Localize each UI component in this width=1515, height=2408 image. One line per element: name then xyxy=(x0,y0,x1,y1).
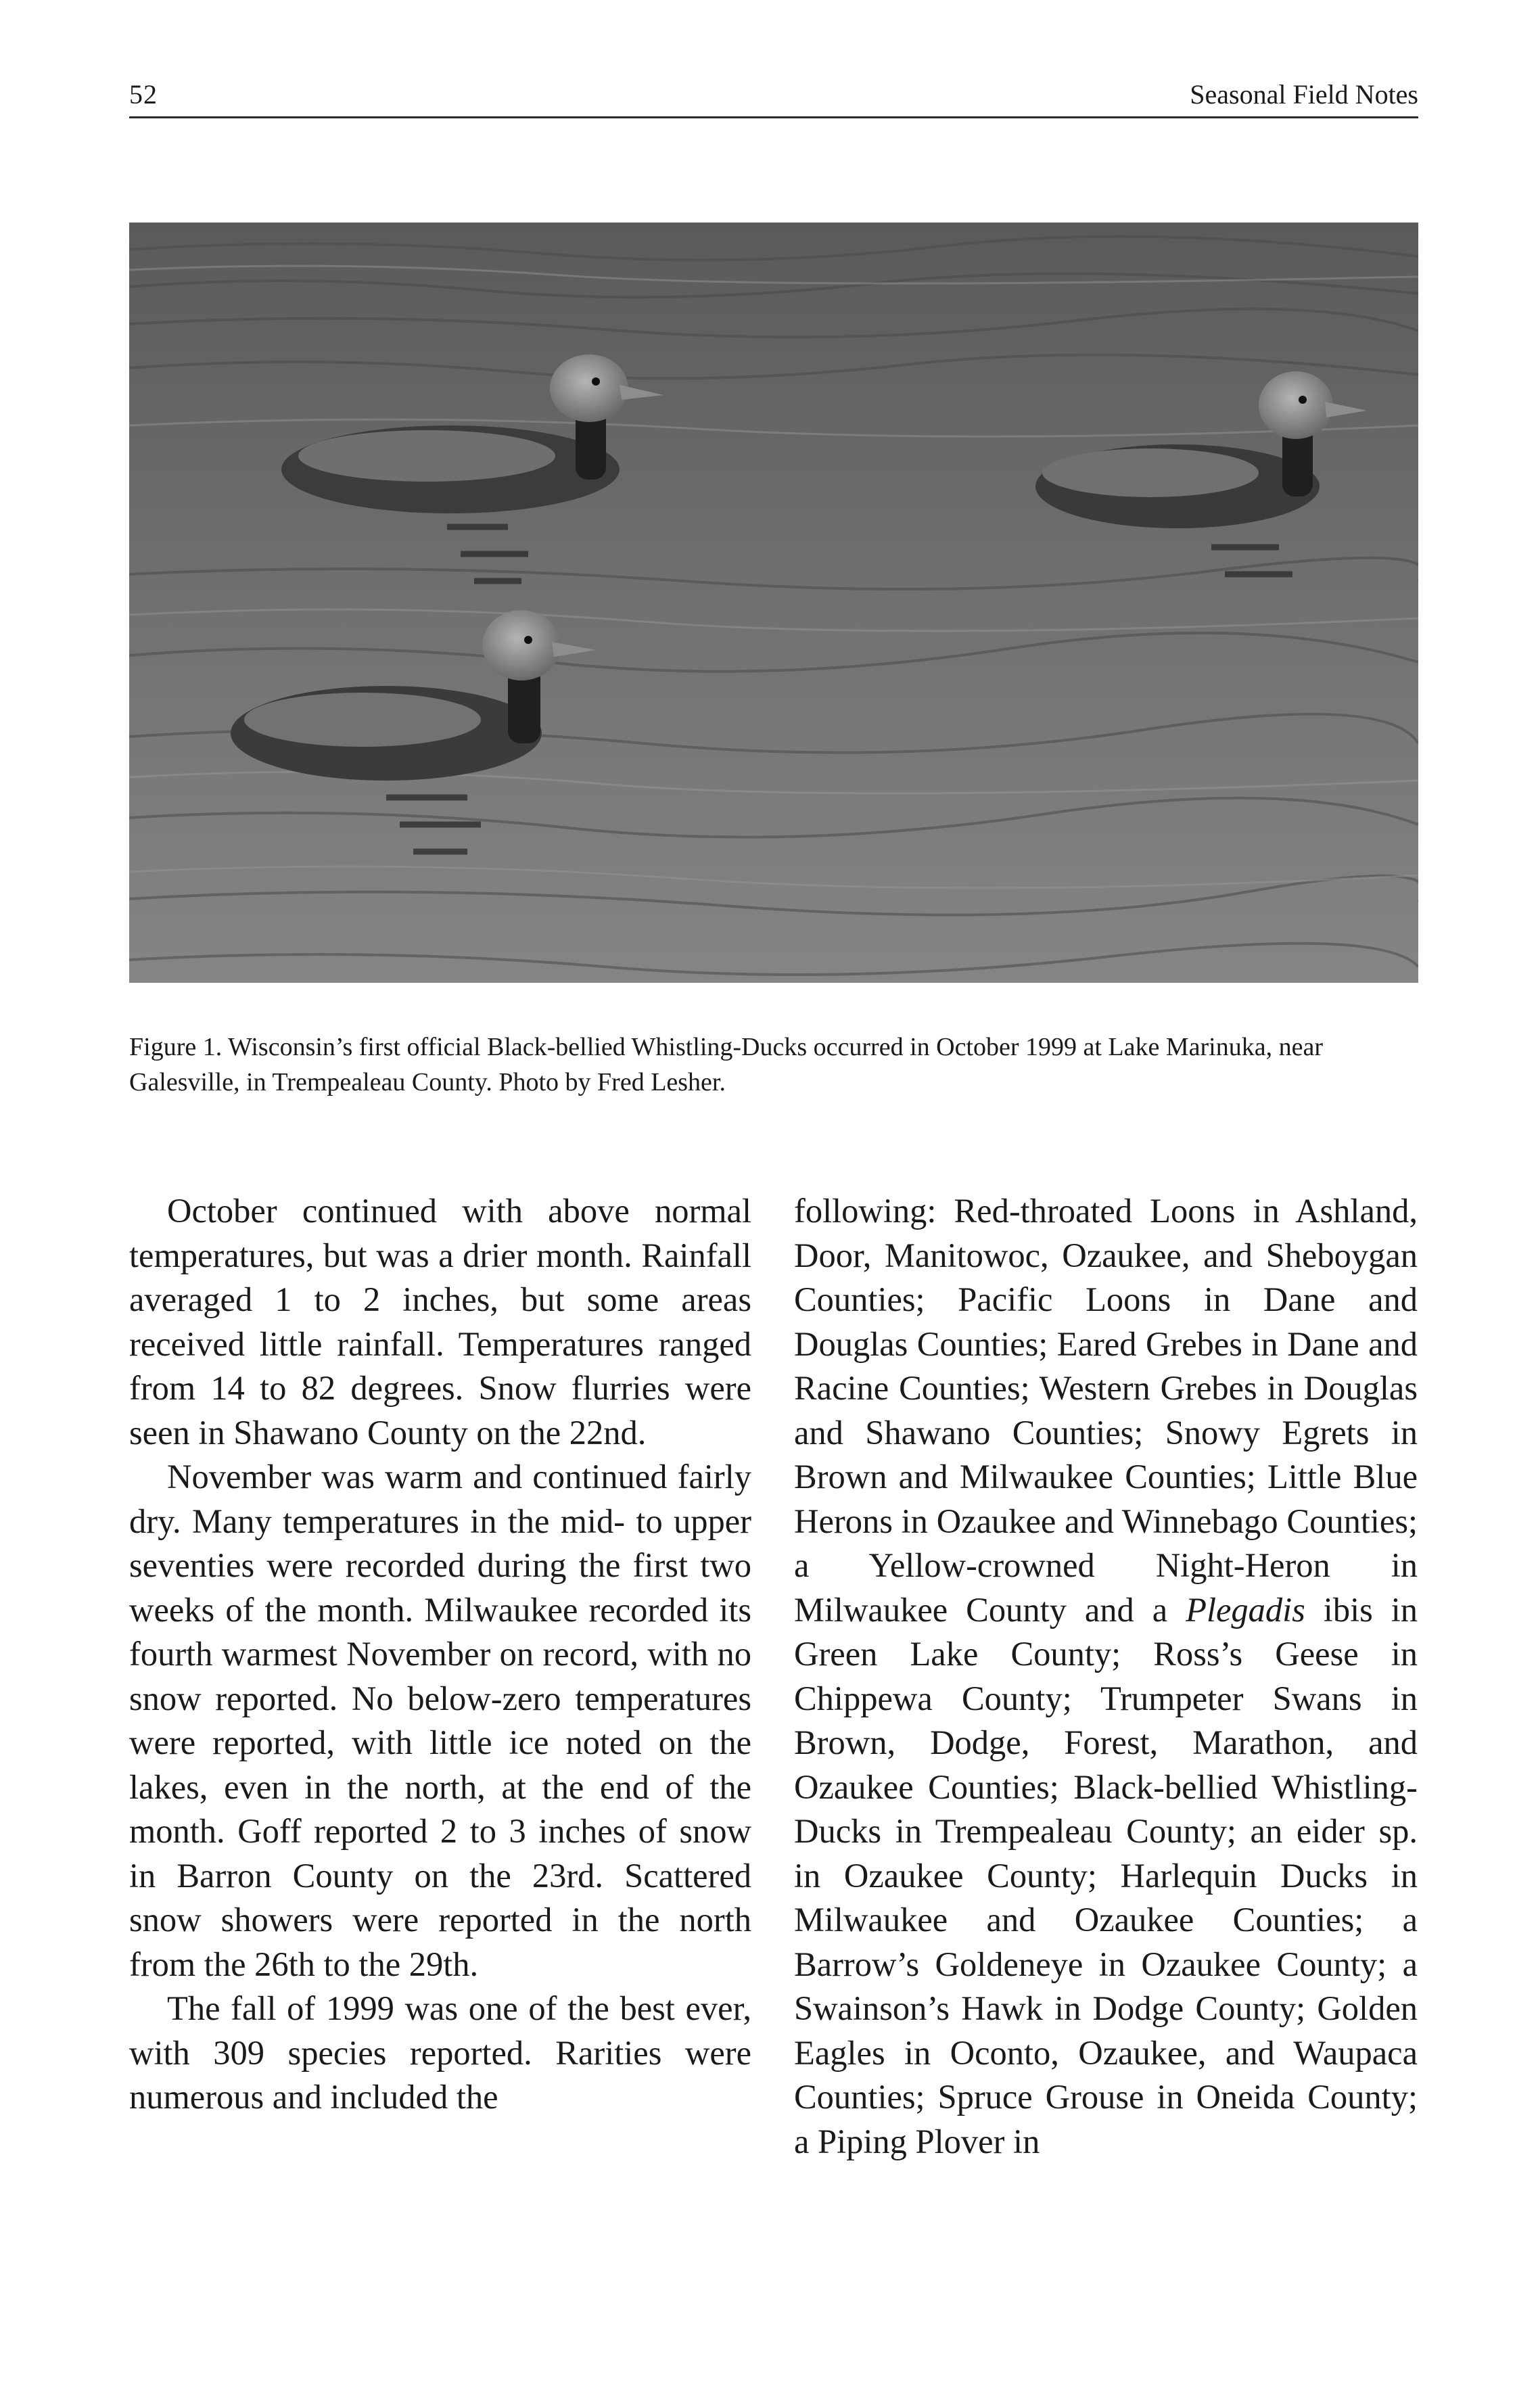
right-column xyxy=(794,1189,1418,2164)
figure-caption: Figure 1. Wisconsin’s first official Black-bellied Whistling-Ducks occurred in October 1999 at Lake Marinuka, near Galesville, in Trempealeau County. Photo by Fred Lesher. xyxy=(129,1033,1323,1096)
left-column xyxy=(129,1189,751,2120)
paragraph-october: October continued with above normal temperatures, but was a drier month. Rainfall averaged 1 to 2 inches, but some areas received little rainfall. Temperatures ranged from 14 to 82 degrees. Snow flurries were seen in Shawano County on the 22nd. xyxy=(129,1192,751,1452)
page-header xyxy=(129,76,1418,118)
plegadis-italic: Plegadis xyxy=(1186,1590,1305,1629)
paragraph-fall-summary: The fall of 1999 was one of the best ever, with 309 species reported. Rarities were numerous and included the xyxy=(129,1989,751,2116)
rarities-text-part-1: following: Red-throated Loons in Ashland, Door, Manitowoc, Ozaukee, and Sheboygan Counties; Pacific Loons in Dane and Douglas Counties; Eared Grebes in Dane and Racine Counties; Western Grebes in Douglas and Shawano Counties; Snowy Egrets in Brown and Milwaukee Counties; Little Blue Herons in Ozaukee and Winnebago Counties; a Yellow-crowned Night-Heron in Milwaukee County and a xyxy=(794,1192,1418,1629)
paragraph-rarities xyxy=(794,1189,1418,2164)
duck-photo xyxy=(129,223,1418,983)
running-head: Seasonal Field Notes xyxy=(1190,79,1418,110)
page-number: 52 xyxy=(129,79,158,110)
rarities-text-part-2: ibis in Green Lake County; Ross’s Geese in Chippewa County; Trumpeter Swans in Brown, Dodge, Forest, Marathon, and Ozaukee Counties; Black-bellied Whistling-Ducks in Trempealeau County; an eider sp. in Ozaukee County; Harlequin Ducks in Milwaukee and Ozaukee Counties; a Barrow’s Goldeneye in Ozaukee County; a Swainson’s Hawk in Dodge County; Golden Eagles in Oconto, Ozaukee, and Waupaca Counties; Spruce Grouse in Oneida County; a Piping Plover in xyxy=(794,1590,1418,2160)
paragraph-november: November was warm and continued fairly dry. Many temperatures in the mid- to upper seventies were recorded during the first two weeks of the month. Milwaukee recorded its fourth warmest November on record, with no snow reported. No below-zero temperatures were reported, with little ice noted on the lakes, even in the north, at the end of the month. Goff reported 2 to 3 inches of snow in Barron County on the 23rd. Scattered snow showers were reported in the north from the 26th to the 29th. xyxy=(129,1458,751,1983)
